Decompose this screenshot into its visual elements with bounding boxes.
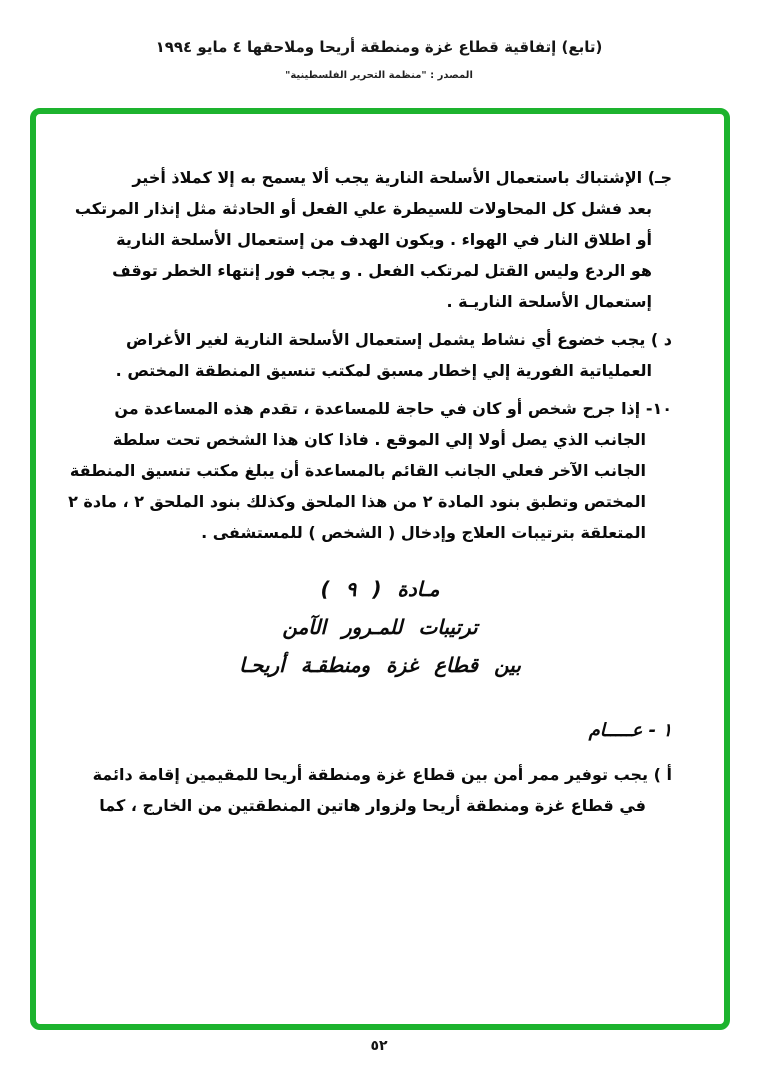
text-line: المختص وتطبق بنود المادة ٢ من هذا الملحق وكذلك بنود الملحق ٢ ، مادة ٢ [68,492,646,511]
text-line: العملياتية الفورية إلي إخطار مسبق لمكتب تنسيق المنطقة المختص . [115,361,652,380]
text-line: أو اطلاق النار في الهواء . ويكون الهدف من إستعمال الأسلحة النارية [116,230,652,249]
page-number: ٥٢ [370,1038,388,1054]
article-heading-line: مـادة ( ٩ ) [320,577,440,601]
article-9-heading [88,570,672,684]
text-line: هو الردع وليس القتل لمرتكب الفعل . و يجب فور إنتهاء الخطر توقف [112,261,652,280]
text-line: الجانب الآخر فعلي الجانب القائم بالمساعدة أن يبلغ مكتب تنسيق المنطقة [69,461,646,480]
document-body [36,114,724,828]
text-line: ١٠- إذا جرح شخص أو كان في حاجة للمساعدة ، تقدم هذه المساعدة من [114,399,672,418]
paragraph-item-10 [68,393,672,548]
article-heading-line: ترتيبات للمـرور الآمن [282,615,478,639]
paragraph-clause-j [74,162,672,317]
document-header-title: (تابع) إتفاقية قطاع غزة ومنطقة أريحا وملاحقها ٤ مايو ١٩٩٤ [155,38,603,56]
paragraph-clause-d [88,324,672,386]
document-header-source: المصدر : "منظمة التحرير الفلسطينية" [285,70,473,81]
text-line: في قطاع غزة ومنطقة أريحا ولزوار هاتين المنطقتين من الخارج ، كما [99,796,646,815]
green-border-frame [30,108,730,1030]
section-1-general-label: ١ - عـــــام [588,720,672,741]
text-line: جـ) الإشتباك باستعمال الأسلحة النارية يجب ألا يسمح به إلا كملاذ أخير [132,168,672,187]
text-line: د ) يجب خضوع أي نشاط يشمل إستعمال الأسلحة النارية لغير الأغراض [126,330,672,349]
text-line: الجانب الذي يصل أولا إلي الموقع . فاذا كان هذا الشخص تحت سلطة [112,430,646,449]
article-heading-line: بين قطاع غزة ومنطقـة أريحـا [239,653,521,677]
text-line: إستعمال الأسلحة الناريـة . [446,292,652,311]
text-line: المتعلقة بترتيبات العلاج وإدخال ( الشخص ) للمستشفى . [201,523,646,542]
text-line: أ ) يجب توفير ممر أمن بين قطاع غزة ومنطقة أريحا للمقيمين إقامة دائمة [92,765,672,784]
paragraph-clause-a [88,759,672,821]
text-line: بعد فشل كل المحاولات للسيطرة علي الفعل أو الحادثة مثل إنذار المرتكب [74,199,652,218]
